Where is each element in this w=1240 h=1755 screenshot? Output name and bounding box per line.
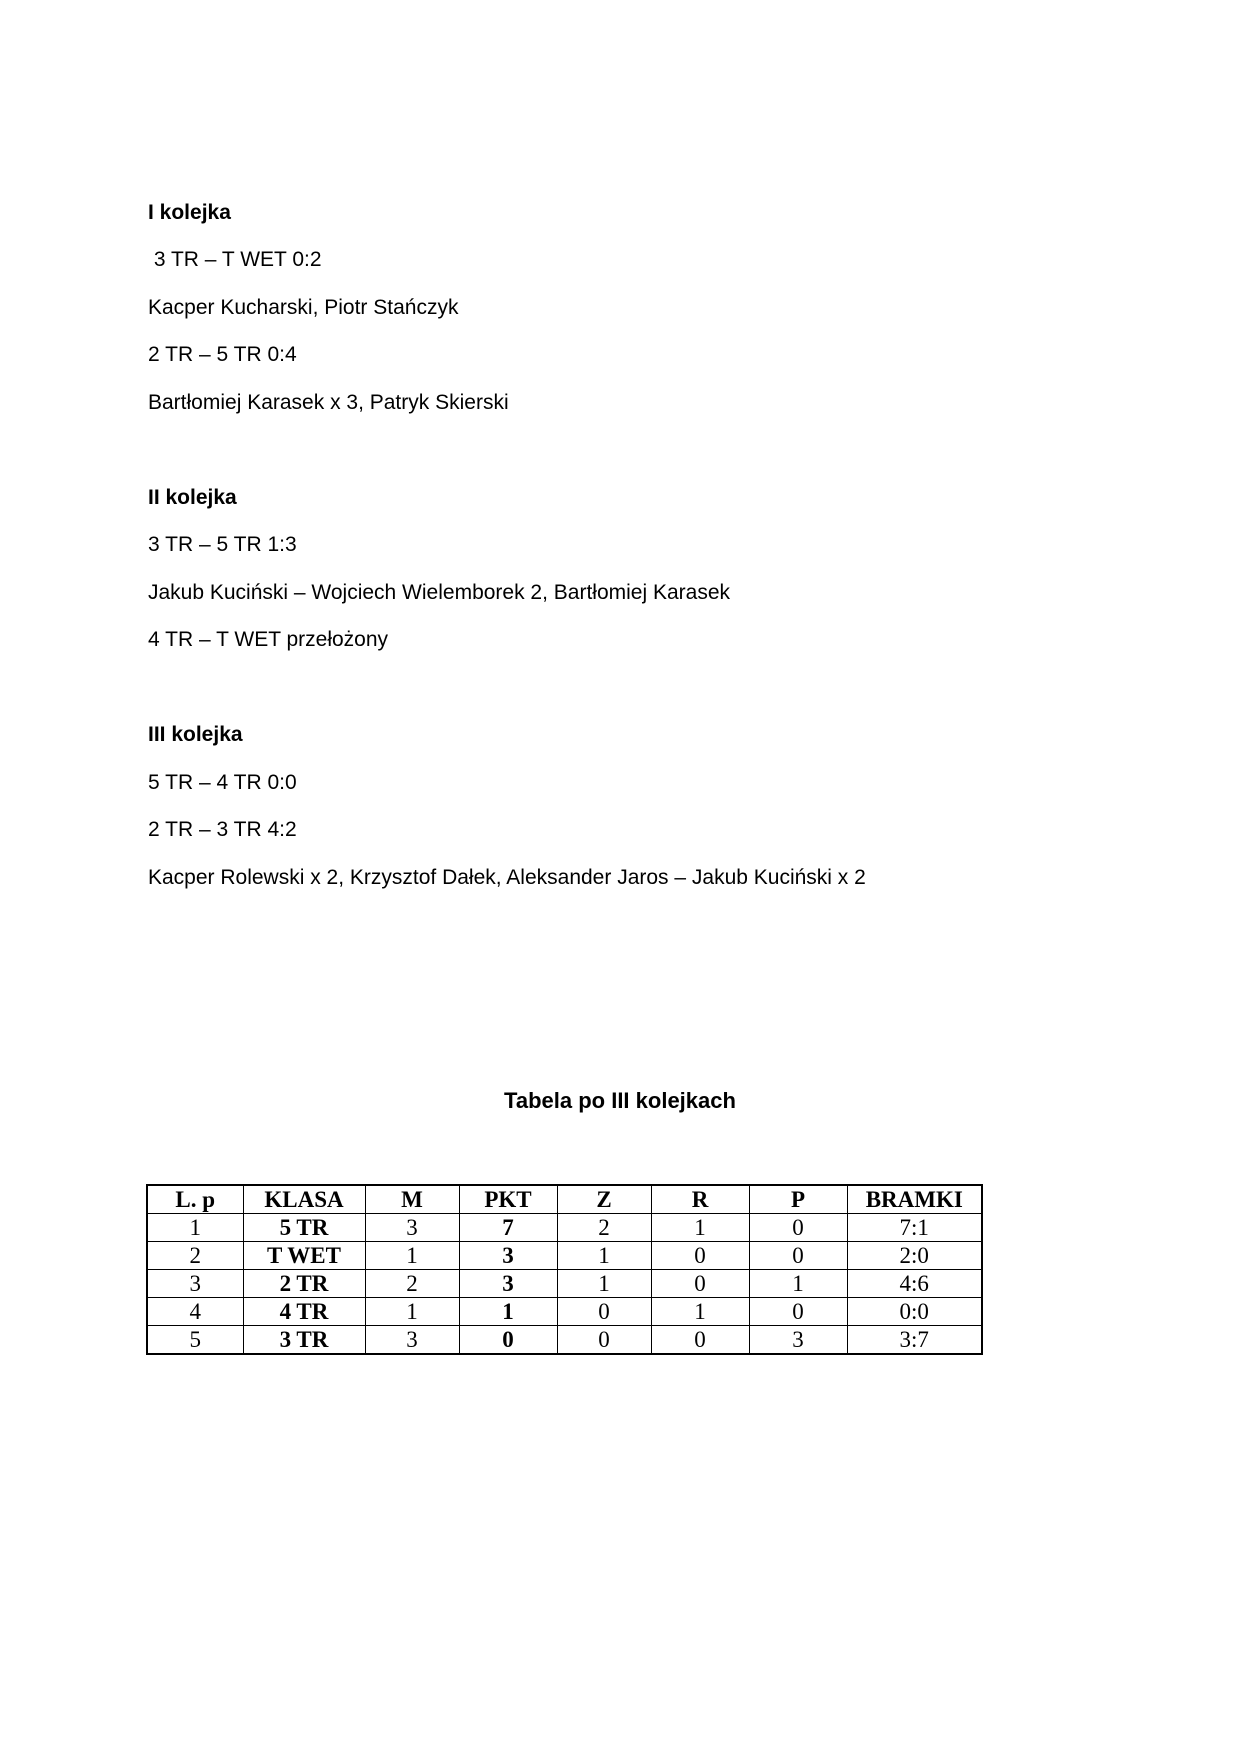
cell-lp: 3 bbox=[147, 1270, 243, 1298]
cell-pkt: 1 bbox=[459, 1298, 557, 1326]
round-heading-1: I kolejka bbox=[148, 201, 231, 224]
table-row bbox=[147, 1298, 982, 1326]
cell-klasa: 2 TR bbox=[243, 1270, 365, 1298]
cell-m: 3 bbox=[365, 1326, 459, 1355]
match-result-line: 4 TR – T WET przełożony bbox=[148, 628, 389, 651]
match-result-line: 2 TR – 5 TR 0:4 bbox=[148, 343, 297, 366]
cell-z: 1 bbox=[557, 1242, 651, 1270]
scorers-line: Kacper Kucharski, Piotr Stańczyk bbox=[148, 296, 459, 319]
cell-m: 1 bbox=[365, 1298, 459, 1326]
cell-klasa: 5 TR bbox=[243, 1214, 365, 1242]
col-header-z: Z bbox=[557, 1185, 651, 1214]
cell-z: 0 bbox=[557, 1326, 651, 1355]
cell-m: 1 bbox=[365, 1242, 459, 1270]
scorers-line: Jakub Kuciński – Wojciech Wielemborek 2, Bartłomiej Karasek bbox=[148, 581, 731, 604]
col-header-pkt: PKT bbox=[459, 1185, 557, 1214]
match-result-line: 2 TR – 3 TR 4:2 bbox=[148, 818, 297, 841]
scorers-line: Kacper Rolewski x 2, Krzysztof Dałek, Aleksander Jaros – Jakub Kuciński x 2 bbox=[148, 866, 866, 889]
match-result-line: 3 TR – 5 TR 1:3 bbox=[148, 533, 297, 556]
round-heading-3: III kolejka bbox=[148, 723, 243, 746]
cell-p: 1 bbox=[749, 1270, 847, 1298]
cell-m: 3 bbox=[365, 1214, 459, 1242]
cell-klasa: 3 TR bbox=[243, 1326, 365, 1355]
cell-z: 2 bbox=[557, 1214, 651, 1242]
col-header-r: R bbox=[651, 1185, 749, 1214]
table-row bbox=[147, 1270, 982, 1298]
match-result-line: 3 TR – T WET 0:2 bbox=[148, 248, 322, 271]
table-row bbox=[147, 1242, 982, 1270]
cell-bramki: 7:1 bbox=[847, 1214, 982, 1242]
cell-z: 1 bbox=[557, 1270, 651, 1298]
cell-pkt: 0 bbox=[459, 1326, 557, 1355]
cell-klasa: 4 TR bbox=[243, 1298, 365, 1326]
cell-bramki: 0:0 bbox=[847, 1298, 982, 1326]
scorers-line: Bartłomiej Karasek x 3, Patryk Skierski bbox=[148, 391, 509, 414]
col-header-bramki: BRAMKI bbox=[847, 1185, 982, 1214]
cell-lp: 5 bbox=[147, 1326, 243, 1355]
col-header-m: M bbox=[365, 1185, 459, 1214]
standings-table bbox=[146, 1184, 983, 1355]
cell-lp: 1 bbox=[147, 1214, 243, 1242]
cell-p: 3 bbox=[749, 1326, 847, 1355]
table-row bbox=[147, 1326, 982, 1355]
match-result-line: 5 TR – 4 TR 0:0 bbox=[148, 771, 297, 794]
cell-m: 2 bbox=[365, 1270, 459, 1298]
cell-pkt: 3 bbox=[459, 1270, 557, 1298]
cell-r: 1 bbox=[651, 1214, 749, 1242]
cell-bramki: 4:6 bbox=[847, 1270, 982, 1298]
table-header-row bbox=[147, 1185, 982, 1214]
cell-r: 1 bbox=[651, 1298, 749, 1326]
cell-lp: 4 bbox=[147, 1298, 243, 1326]
cell-pkt: 7 bbox=[459, 1214, 557, 1242]
table-title: Tabela po III kolejkach bbox=[504, 1088, 736, 1113]
cell-bramki: 2:0 bbox=[847, 1242, 982, 1270]
cell-lp: 2 bbox=[147, 1242, 243, 1270]
round-heading-2: II kolejka bbox=[148, 486, 237, 509]
cell-p: 0 bbox=[749, 1298, 847, 1326]
table-row bbox=[147, 1214, 982, 1242]
cell-r: 0 bbox=[651, 1242, 749, 1270]
cell-pkt: 3 bbox=[459, 1242, 557, 1270]
cell-bramki: 3:7 bbox=[847, 1326, 982, 1355]
cell-p: 0 bbox=[749, 1214, 847, 1242]
cell-z: 0 bbox=[557, 1298, 651, 1326]
cell-klasa: T WET bbox=[243, 1242, 365, 1270]
col-header-klasa: KLASA bbox=[243, 1185, 365, 1214]
cell-r: 0 bbox=[651, 1326, 749, 1355]
col-header-lp: L. p bbox=[147, 1185, 243, 1214]
col-header-p: P bbox=[749, 1185, 847, 1214]
cell-r: 0 bbox=[651, 1270, 749, 1298]
cell-p: 0 bbox=[749, 1242, 847, 1270]
